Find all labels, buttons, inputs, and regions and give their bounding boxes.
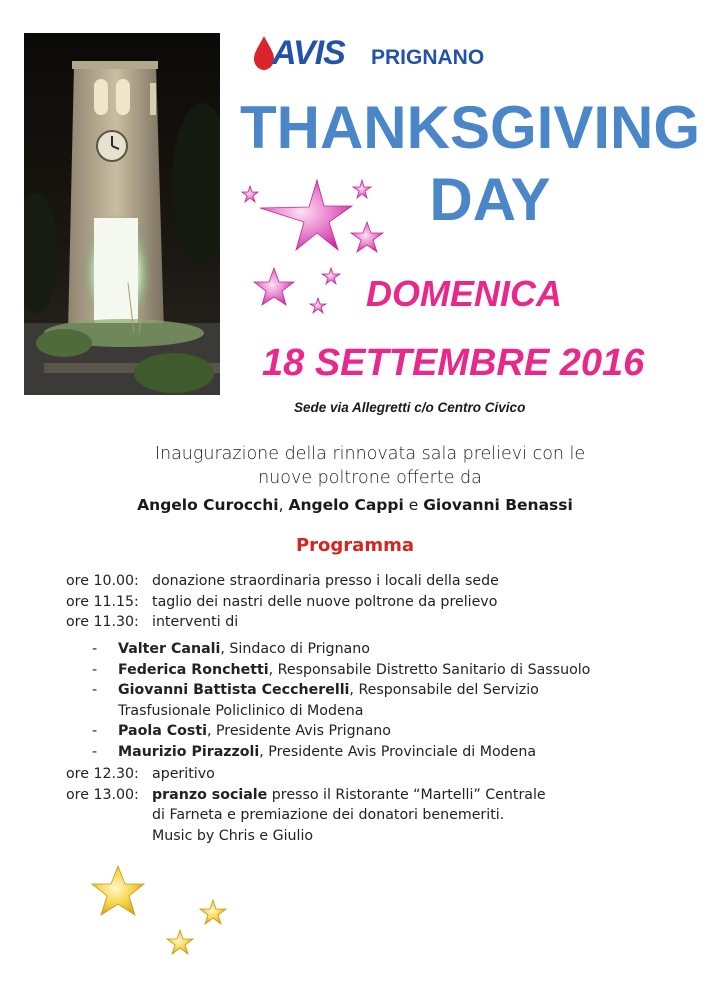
schedule-item: ore 11.15: taglio dei nastri delle nuove poltrone da prelievo [66,593,498,610]
speakers-list [92,639,652,762]
speaker-item: - Valter Canali, Sindaco di Prignano [92,641,370,657]
pink-star-icon [310,298,326,313]
pink-star-icon [260,180,352,250]
speaker-item-continuation: Trasfusionale Policlinico di Modena [118,702,364,719]
gold-stars-decoration [80,858,240,968]
event-date: 18 SETTEMBRE 2016 [262,342,645,384]
title-line-1: THANKSGIVING [240,94,701,161]
pink-star-icon [351,222,383,252]
donor-name: Angelo Curocchi [137,496,279,514]
schedule-item: ore 10.00: donazione straordinaria presso i locali della sede [66,573,499,589]
event-weekday: DOMENICA [366,273,562,314]
donor-name: Angelo Cappi [288,496,404,514]
avis-logo [250,30,510,74]
event-venue: Sede via Allegretti c/o Centro Civico [294,400,526,415]
speaker-item: - Federica Ronchetti, Responsabile Distretto Sanitario di Sassuolo [92,661,591,678]
speaker-item: - Giovanni Battista Ceccherelli, Responsabile del Servizio [92,682,539,698]
donor-name: Giovanni Benassi [423,496,573,514]
schedule-item: ore 13.00: pranzo sociale presso il Ristorante “Martelli” Centrale [66,786,546,803]
intro-line-1: Inaugurazione della rinnovata sala prelievi con le [154,444,586,464]
speaker-item: - Paola Costi, Presidente Avis Prignano [92,723,391,739]
schedule-item-continuation: di Farneta e premiazione dei donatori benemeriti. [152,807,505,823]
program-heading: Programma [295,535,414,556]
schedule-item: ore 11.30: interventi di [66,614,239,630]
schedule-top [66,571,499,633]
speaker-item: - Maurizio Pirazzoli, Presidente Avis Provinciale di Modena [92,743,537,760]
pink-star-icon [254,268,294,305]
pink-star-icon [242,186,258,202]
gold-star-icon [92,866,144,915]
schedule-item: ore 12.30: aperitivo [66,766,215,782]
blood-drop-icon [254,36,274,70]
pink-star-icon [322,268,340,284]
title-line-2: DAY [429,166,551,233]
gold-star-icon [200,900,226,924]
donors-list: Angelo Curocchi, Angelo Cappi e Giovanni Benassi [137,496,573,514]
svg-text:PRIGNANO: PRIGNANO [371,46,485,69]
intro-text [100,442,640,490]
svg-text:AVIS: AVIS [272,34,345,72]
schedule-bottom [66,764,546,846]
clock-tower-photo [24,33,220,395]
intro-line-2: nuove poltrone offerte da [258,468,482,488]
pink-star-icon [353,180,371,198]
schedule-item-continuation: Music by Chris e Giulio [152,827,314,844]
gold-star-icon [167,930,193,954]
